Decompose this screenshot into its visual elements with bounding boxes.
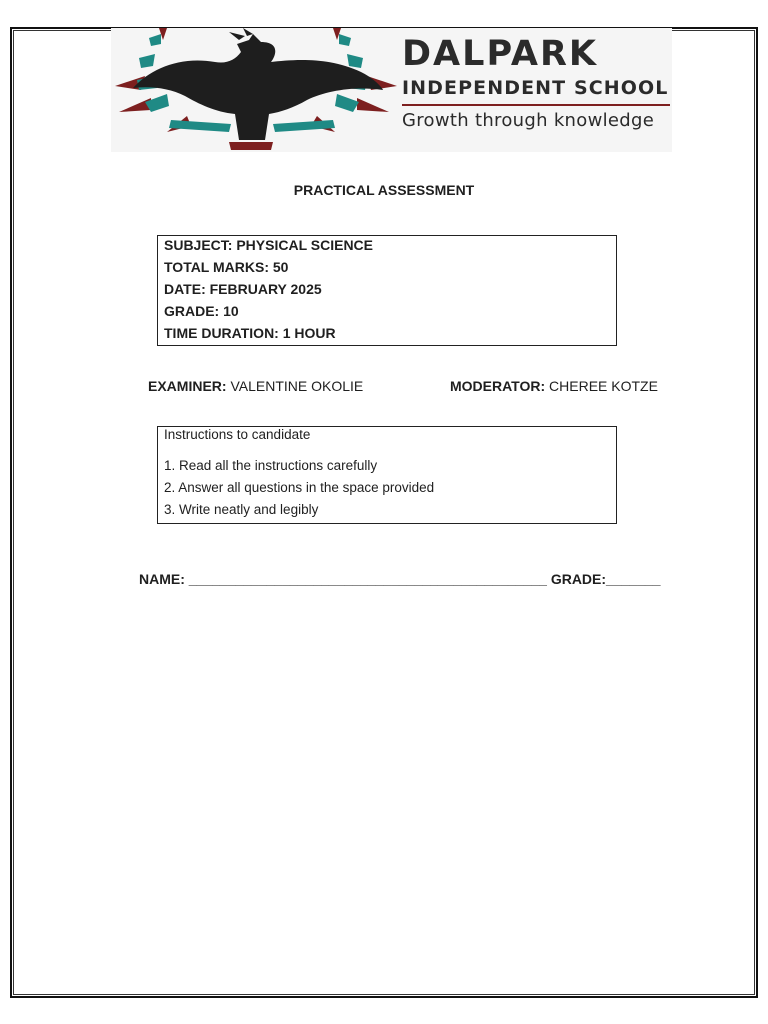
grade-line: GRADE: 10 [164, 303, 239, 319]
examiner-name: VALENTINE OKOLIE [230, 378, 364, 394]
logo-divider [402, 104, 670, 106]
date-line: DATE: FEBRUARY 2025 [164, 281, 322, 297]
school-logo [111, 28, 672, 152]
examiner-label: EXAMINER: [148, 378, 227, 394]
instruction-item: 3. Write neatly and legibly [164, 502, 319, 517]
candidate-name-grade-field[interactable]: NAME: ______________________________________________ GRADE:_______ [139, 571, 661, 587]
duration-line: TIME DURATION: 1 HOUR [164, 325, 336, 341]
moderator-line [450, 378, 658, 394]
moderator-label: MODERATOR: [450, 378, 546, 394]
examiner-line [148, 378, 363, 394]
school-motto: Growth through knowledge [402, 110, 655, 131]
instruction-item: 2. Answer all questions in the space provided [164, 480, 435, 495]
instructions-box [157, 426, 617, 524]
school-name: DALPARK [402, 34, 599, 74]
eagle-emblem-icon [111, 28, 401, 152]
subject-line: SUBJECT: PHYSICAL SCIENCE [164, 237, 374, 253]
instruction-item: 1. Read all the instructions carefully [164, 458, 378, 473]
assessment-details-box [157, 235, 617, 346]
school-type: INDEPENDENT SCHOOL [402, 77, 669, 99]
moderator-name: CHEREE KOTZE [549, 378, 658, 394]
instructions-heading: Instructions to candidate [164, 427, 311, 442]
page-title: PRACTICAL ASSESSMENT [293, 182, 475, 198]
total-marks-line: TOTAL MARKS: 50 [164, 259, 289, 275]
